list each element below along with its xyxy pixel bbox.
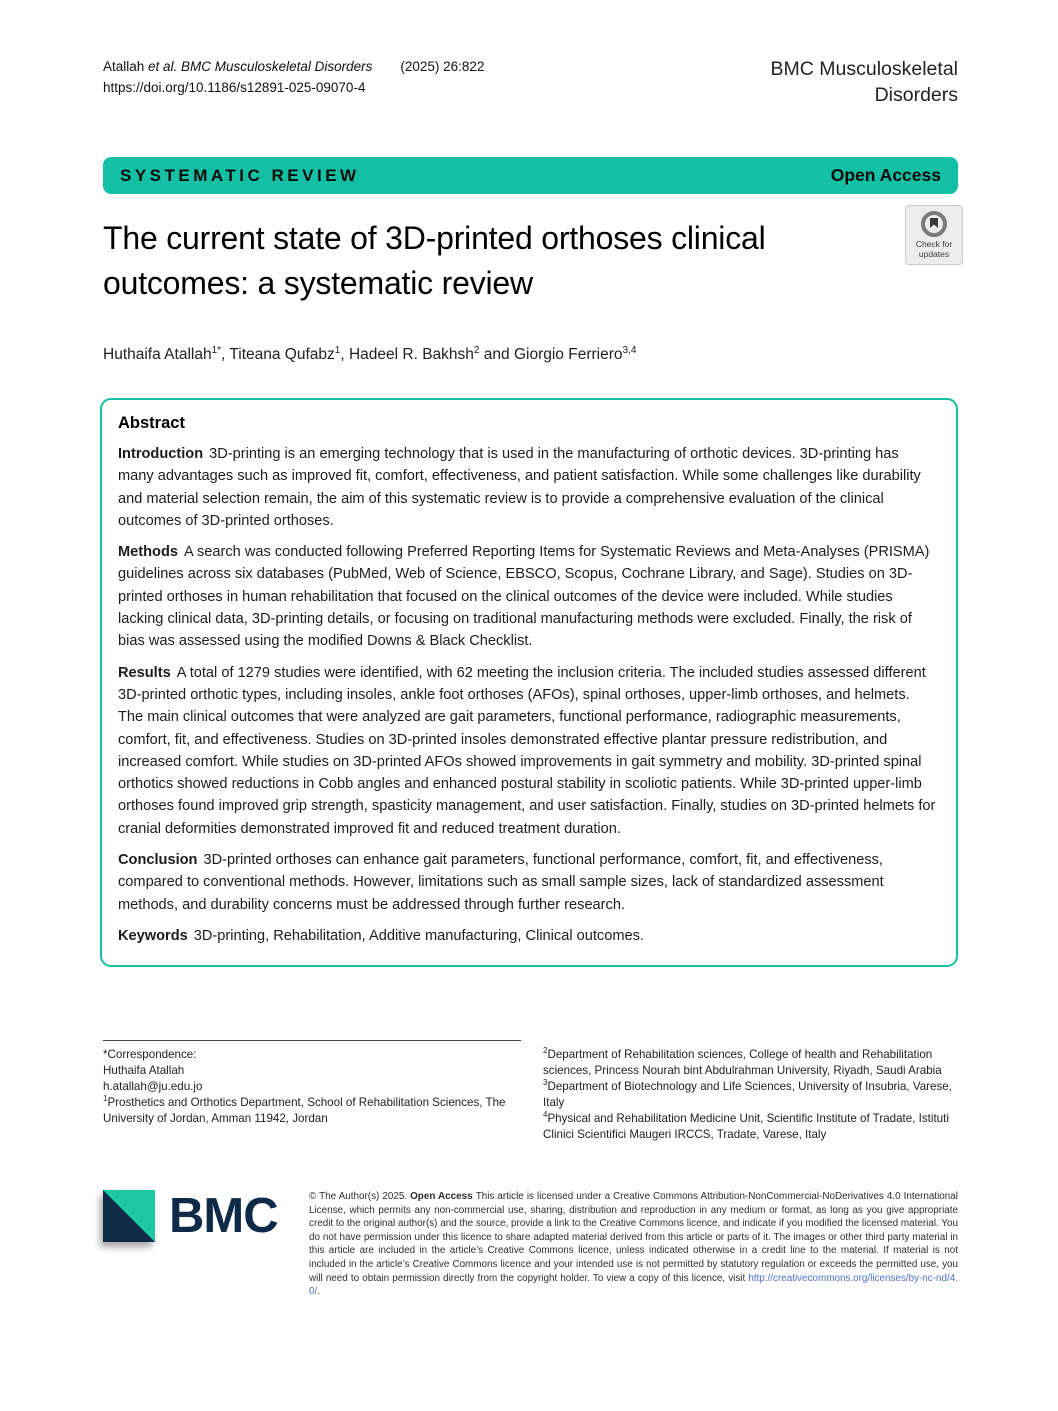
- license-text: © The Author(s) 2025. Open Access This article is licensed under a Creative Commons Attribution-NonCommercial-NoDerivatives 4.0 International License, which permits any non-commercial use, sharing, distribution and reproduction in any medium or format, as long as you give appropriate credit to the original author(s) and the source, provide a link to the Creative Commons licence, and indicate if you modified the licensed material. You do not have permission under this licence to share adapted material derived from this article or parts of it. The images or other third party material in this article are included in the article’s Creative Commons licence, unless indicated otherwise in a credit line to the material. If material is not included in the article’s Creative Commons licence and your intended use is not permitted by statutory regulation or exceeds the permitted use, you will need to obtain permission directly from the copyright holder. To view a copy of this licence, visit http://creativecommons.org/licenses/by-nc-nd/4.0/.: [309, 1191, 958, 1298]
- author: Hadeel R. Bakhsh$^2$ and: [348, 344, 514, 363]
- check-for-updates-label: Check for updates: [915, 239, 953, 259]
- affiliation-1: $^1$Prosthetics and Orthotics Department, School of Rehabilitation Sciences, The University of Jordan, Amman 11942, Jordan: [103, 1094, 506, 1125]
- page-header: [103, 56, 958, 108]
- affiliation-3: $^3$Department of Biotechnology and Life Sciences, University of Insubria, Varese, Italy: [543, 1078, 952, 1109]
- correspondence-email: h.atallah@ju.edu.jo: [103, 1080, 203, 1093]
- affiliation-2: $^2$Department of Rehabilitation sciences, College of health and Rehabilitation sciences, Princess Nourah bint Abdulrahman University, Riyadh, Saudi Arabia: [543, 1046, 942, 1077]
- citation-block: [103, 56, 484, 108]
- bmc-logo: [103, 1190, 309, 1299]
- author: Titeana Qufabz$^1$,: [229, 344, 349, 363]
- author: Huthaifa Atallah$^{1*}$,: [103, 344, 230, 363]
- license-link[interactable]: http://creativecommons.org/licenses/by-nc-nd/4.0/: [309, 1272, 958, 1298]
- page-title: The current state of 3D-printed orthoses clinical outcomes: a systematic review: [103, 220, 766, 301]
- check-for-updates-icon: [921, 211, 947, 237]
- page-footer: [103, 1190, 958, 1299]
- abstract-keywords: Keywords 3D-printing, Rehabilitation, Additive manufacturing, Clinical outcomes.: [118, 927, 644, 944]
- citation-line: Atallah et al. BMC Musculoskeletal Disorders (2025) 26:822: [103, 59, 485, 74]
- check-for-updates-button[interactable]: [905, 205, 963, 265]
- article-type-label: SYSTEMATIC REVIEW: [120, 165, 360, 185]
- abstract-methods: Methods A search was conducted following Preferred Reporting Items for Systematic Reviews and Meta-Analyses (PRISMA) guidelines across six databases (PubMed, Web of Science, EBSCO, Scopus, Cochrane Library, and Sage). Studies on 3D-printed orthoses in human rehabilitation that focused on the clinical outcomes of the device were included. While studies lacking clinical data, 3D-printing details, or focusing on traditional manufacturing methods were excluded. Finally, the risk of bias was assessed using the modified Downs & Black Checklist.: [118, 544, 930, 650]
- abstract-introduction: Introduction 3D-printing is an emerging technology that is used in the manufacturing of orthotic devices. 3D-printing has many advantages such as improved fit, comfort, effectiveness, and patient satisfaction. While some challenges like durability and material selection remain, the aim of this systematic review is to provide a comprehensive evaluation of the clinical outcomes of 3D-printed orthoses.: [118, 446, 921, 529]
- bmc-logo-icon: [103, 1190, 155, 1242]
- correspondence-name: Huthaifa Atallah: [103, 1064, 185, 1077]
- article-type-banner: [103, 157, 958, 194]
- footnotes: [103, 1040, 959, 1143]
- abstract-box: [100, 398, 958, 967]
- author: Giorgio Ferriero$^{3,4}$: [513, 344, 637, 363]
- author-list: [103, 346, 923, 364]
- doi-line: https://doi.org/10.1186/s12891-025-09070-4: [103, 80, 366, 95]
- abstract-heading: Abstract: [118, 414, 185, 432]
- affiliation-4: $^4$Physical and Rehabilitation Medicine Unit, Scientific Institute of Tradate, Istituti Clinici Scientifici Maugeri IRCCS, Tradate, Varese, Italy: [543, 1110, 949, 1141]
- abstract-results: Results A total of 1279 studies were identified, with 62 meeting the inclusion criteria. The included studies assessed different 3D-printed orthotic types, including insoles, ankle foot orthoses (AFOs), spinal orthoses, upper-limb orthoses, and helmets. The main clinical outcomes that were analyzed are gait parameters, functional performance, radiographic measurements, comfort, fit, and effectiveness. Studies on 3D-printed insoles demonstrated effective plantar pressure redistribution, and increased comfort. While studies on 3D-printed AFOs showed improvements in gait symmetry and mobility. 3D-printed spinal orthotics showed reductions in Cobb angles and enhanced postural stability in scoliotic patients. While 3D-printed upper-limb orthoses found improved grip strength, spasticity management, and user satisfaction. Finally, studies on 3D-printed helmets for cranial deformities demonstrated improved fit and reduced treatment duration.: [118, 664, 936, 837]
- affiliations-block: [543, 1040, 959, 1143]
- open-access-label: Open Access: [830, 165, 941, 185]
- bmc-logo-text: BMC: [169, 1189, 278, 1243]
- abstract-conclusion: Conclusion 3D-printed orthoses can enhance gait parameters, functional performance, comfort, fit, and effectiveness, compared to conventional methods. However, limitations such as small sample sizes, lack of standardized assessment methods, and durability concerns must be addressed through further research.: [118, 852, 884, 913]
- journal-name: BMC Musculoskeletal Disorders: [770, 58, 958, 106]
- correspondence-label: *Correspondence:: [103, 1048, 197, 1061]
- correspondence-block: [103, 1040, 521, 1143]
